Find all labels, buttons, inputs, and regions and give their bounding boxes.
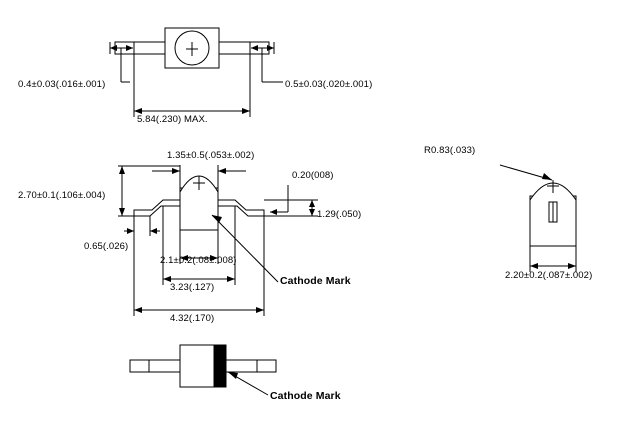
label-body-width: 1.35±0.5(.053±.002)	[167, 150, 255, 161]
label-lead-width-left: 0.4±0.03(.016±.001)	[18, 79, 106, 90]
label-body-height: 2.70±0.1(.106±.004)	[18, 190, 106, 201]
dim-foot-length	[124, 216, 160, 236]
dim-standoff	[264, 200, 318, 216]
side-view-geometry	[134, 176, 264, 230]
end-view-geometry	[500, 165, 576, 272]
label-cathode-mark-side: Cathode Mark	[280, 275, 351, 287]
label-lead-span-outer: 4.32(.170)	[170, 313, 215, 324]
label-body-base: 2.1±0.2(.08±.008)	[160, 255, 237, 266]
label-overall-length: 5.84(.230) MAX.	[137, 114, 208, 125]
cathode-mark-leader-1	[212, 215, 278, 282]
dim-lead-width-left	[110, 42, 133, 82]
bottom-view-geometry	[130, 345, 276, 395]
dim-body-height	[118, 166, 180, 216]
top-view-geometry	[115, 28, 269, 68]
label-lead-span-inner: 3.23(.127)	[170, 282, 215, 293]
label-foot-length: 0.65(.026)	[84, 241, 129, 252]
label-package-width: 2.20±0.2(.087±.002)	[505, 270, 593, 281]
label-lead-width-right: 0.5±0.03(.020±.001)	[285, 79, 373, 90]
label-standoff: 1.29(.050)	[317, 209, 362, 220]
label-cathode-mark-bottom: Cathode Mark	[270, 390, 341, 402]
dim-lead-width-right	[251, 42, 283, 82]
label-dome-radius: R0.83(.033)	[424, 145, 476, 156]
label-lead-thickness: 0.20(008)	[292, 170, 334, 181]
